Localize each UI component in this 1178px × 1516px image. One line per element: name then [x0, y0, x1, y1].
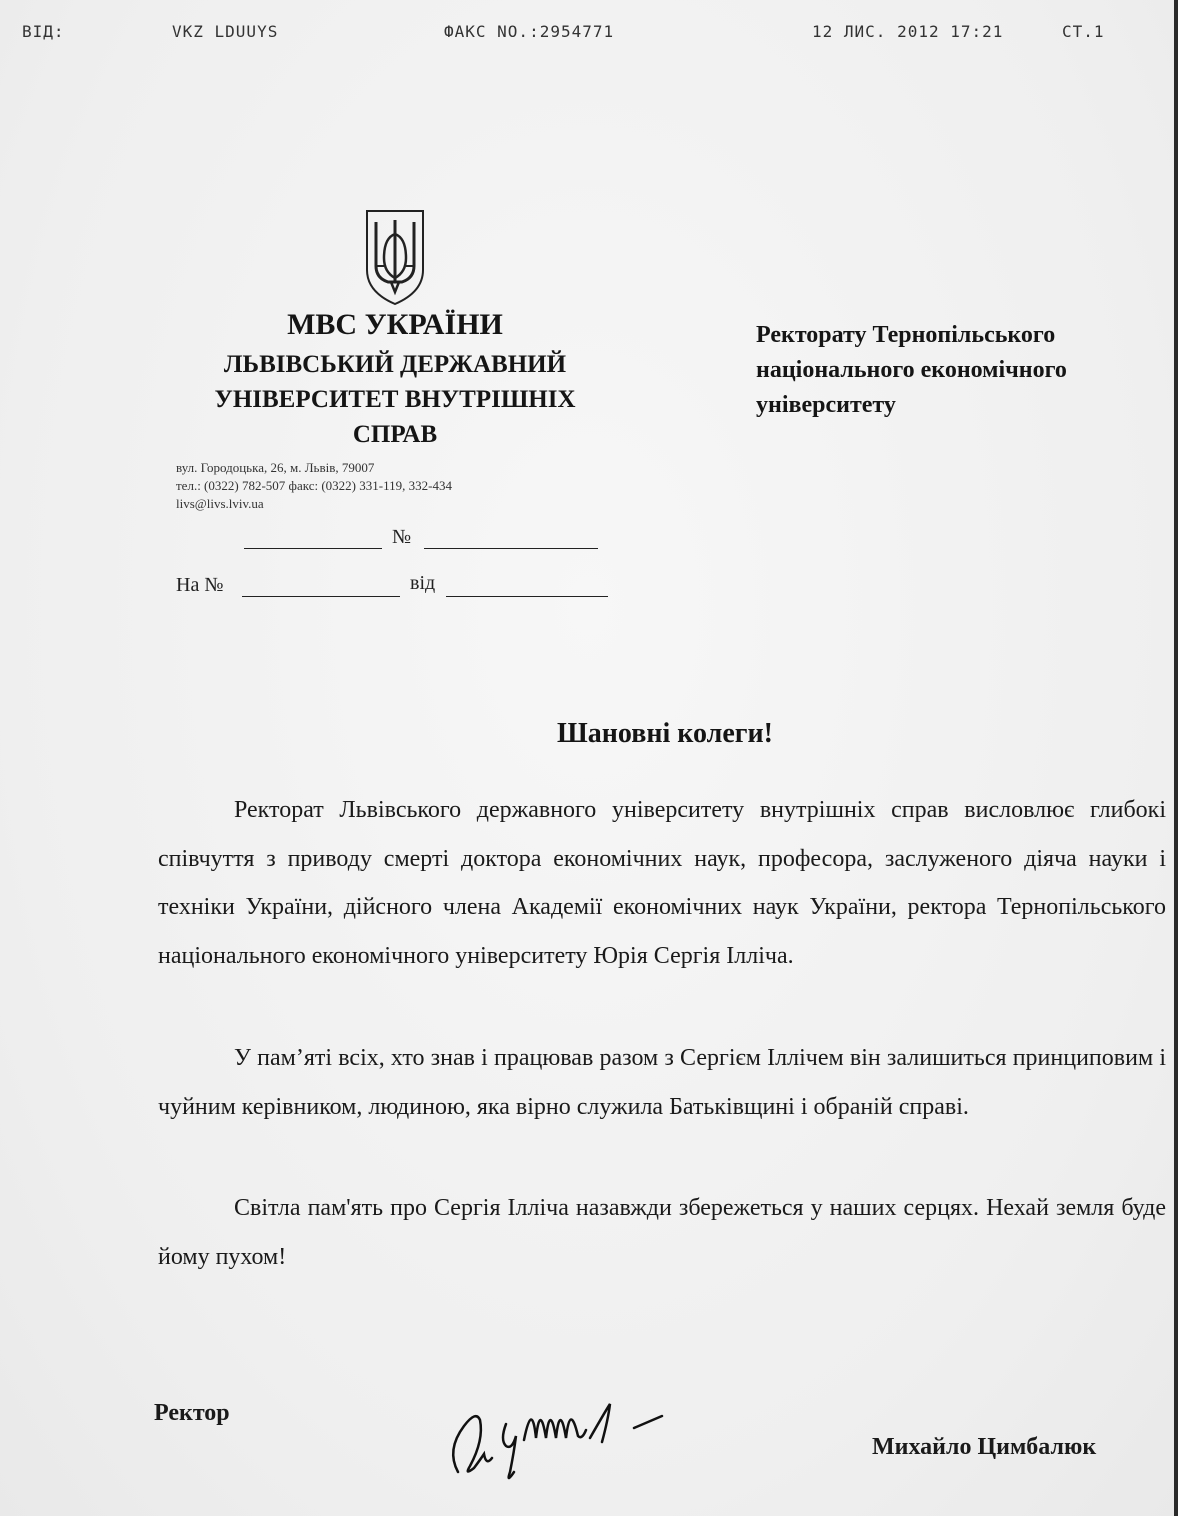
body-paragraph: У пам’яті всіх, хто знав і працював разом з Сергієм Іллічем він залишиться принциповим і чуйним керівником, людиною, яка вірно служила Батьківщині і обраній справі.	[158, 1045, 1166, 1120]
recipient-line: Ректорату Тернопільського	[756, 322, 1056, 348]
email: livs@livs.lviv.ua	[176, 496, 264, 511]
recipient-block	[756, 318, 1166, 423]
university-name-line2: УНІВЕРСИТЕТ ВНУТРІШНІХ	[214, 386, 576, 413]
trident-icon	[364, 208, 426, 306]
handwritten-signature	[440, 1380, 740, 1490]
reply-number-line	[242, 596, 400, 597]
fax-datetime: 12 ЛИС. 2012 17:21	[812, 22, 1004, 41]
body-paragraph: Ректорат Львівського державного університету внутрішніх справ висловлює глибокі співчуття з приводу смерті доктора економічних наук, професора, заслуженого діяча науки і техніки України, дійсного члена Академії економічних наук України, ректора Тернопільського національного економічного університету Юрія Сергія Ілліча.	[158, 797, 1166, 969]
ministry-title: МВС УКРАЇНИ	[287, 308, 503, 341]
scan-edge	[1174, 0, 1178, 1516]
address: вул. Городоцька, 26, м. Львів, 79007	[176, 460, 375, 475]
number-label: №	[392, 526, 412, 548]
fax-page-number: СТ.1	[1062, 22, 1105, 41]
signatory-name: Михайло Цимбалюк	[872, 1434, 1097, 1460]
university-name-line1: ЛЬВІВСЬКИЙ ДЕРЖАВНИЙ	[223, 351, 567, 378]
university-name-line3: СПРАВ	[352, 421, 438, 448]
signatory-title: Ректор	[154, 1400, 230, 1426]
reply-date-line	[446, 596, 608, 597]
reply-number-label: На №	[176, 574, 224, 596]
body-paragraph: Світла пам'ять про Сергія Ілліча назавжди збережеться у наших серцях. Нехай земля буде йому пухом!	[158, 1195, 1166, 1270]
recipient-line: національного економічного	[756, 357, 1067, 383]
outgoing-date-line	[244, 548, 382, 549]
recipient-line: університету	[756, 392, 896, 418]
salutation: Шановні колеги!	[557, 718, 773, 749]
fax-from-label: ВІД:	[22, 22, 65, 41]
reply-date-label: від	[410, 572, 436, 594]
fax-from-value: VKZ LDUUYS	[172, 22, 279, 41]
outgoing-number-line	[424, 548, 598, 549]
fax-number: ФАКС NO.:2954771	[444, 22, 615, 41]
phone-fax: тел.: (0322) 782-507 факс: (0322) 331-119, 332-434	[176, 478, 452, 493]
